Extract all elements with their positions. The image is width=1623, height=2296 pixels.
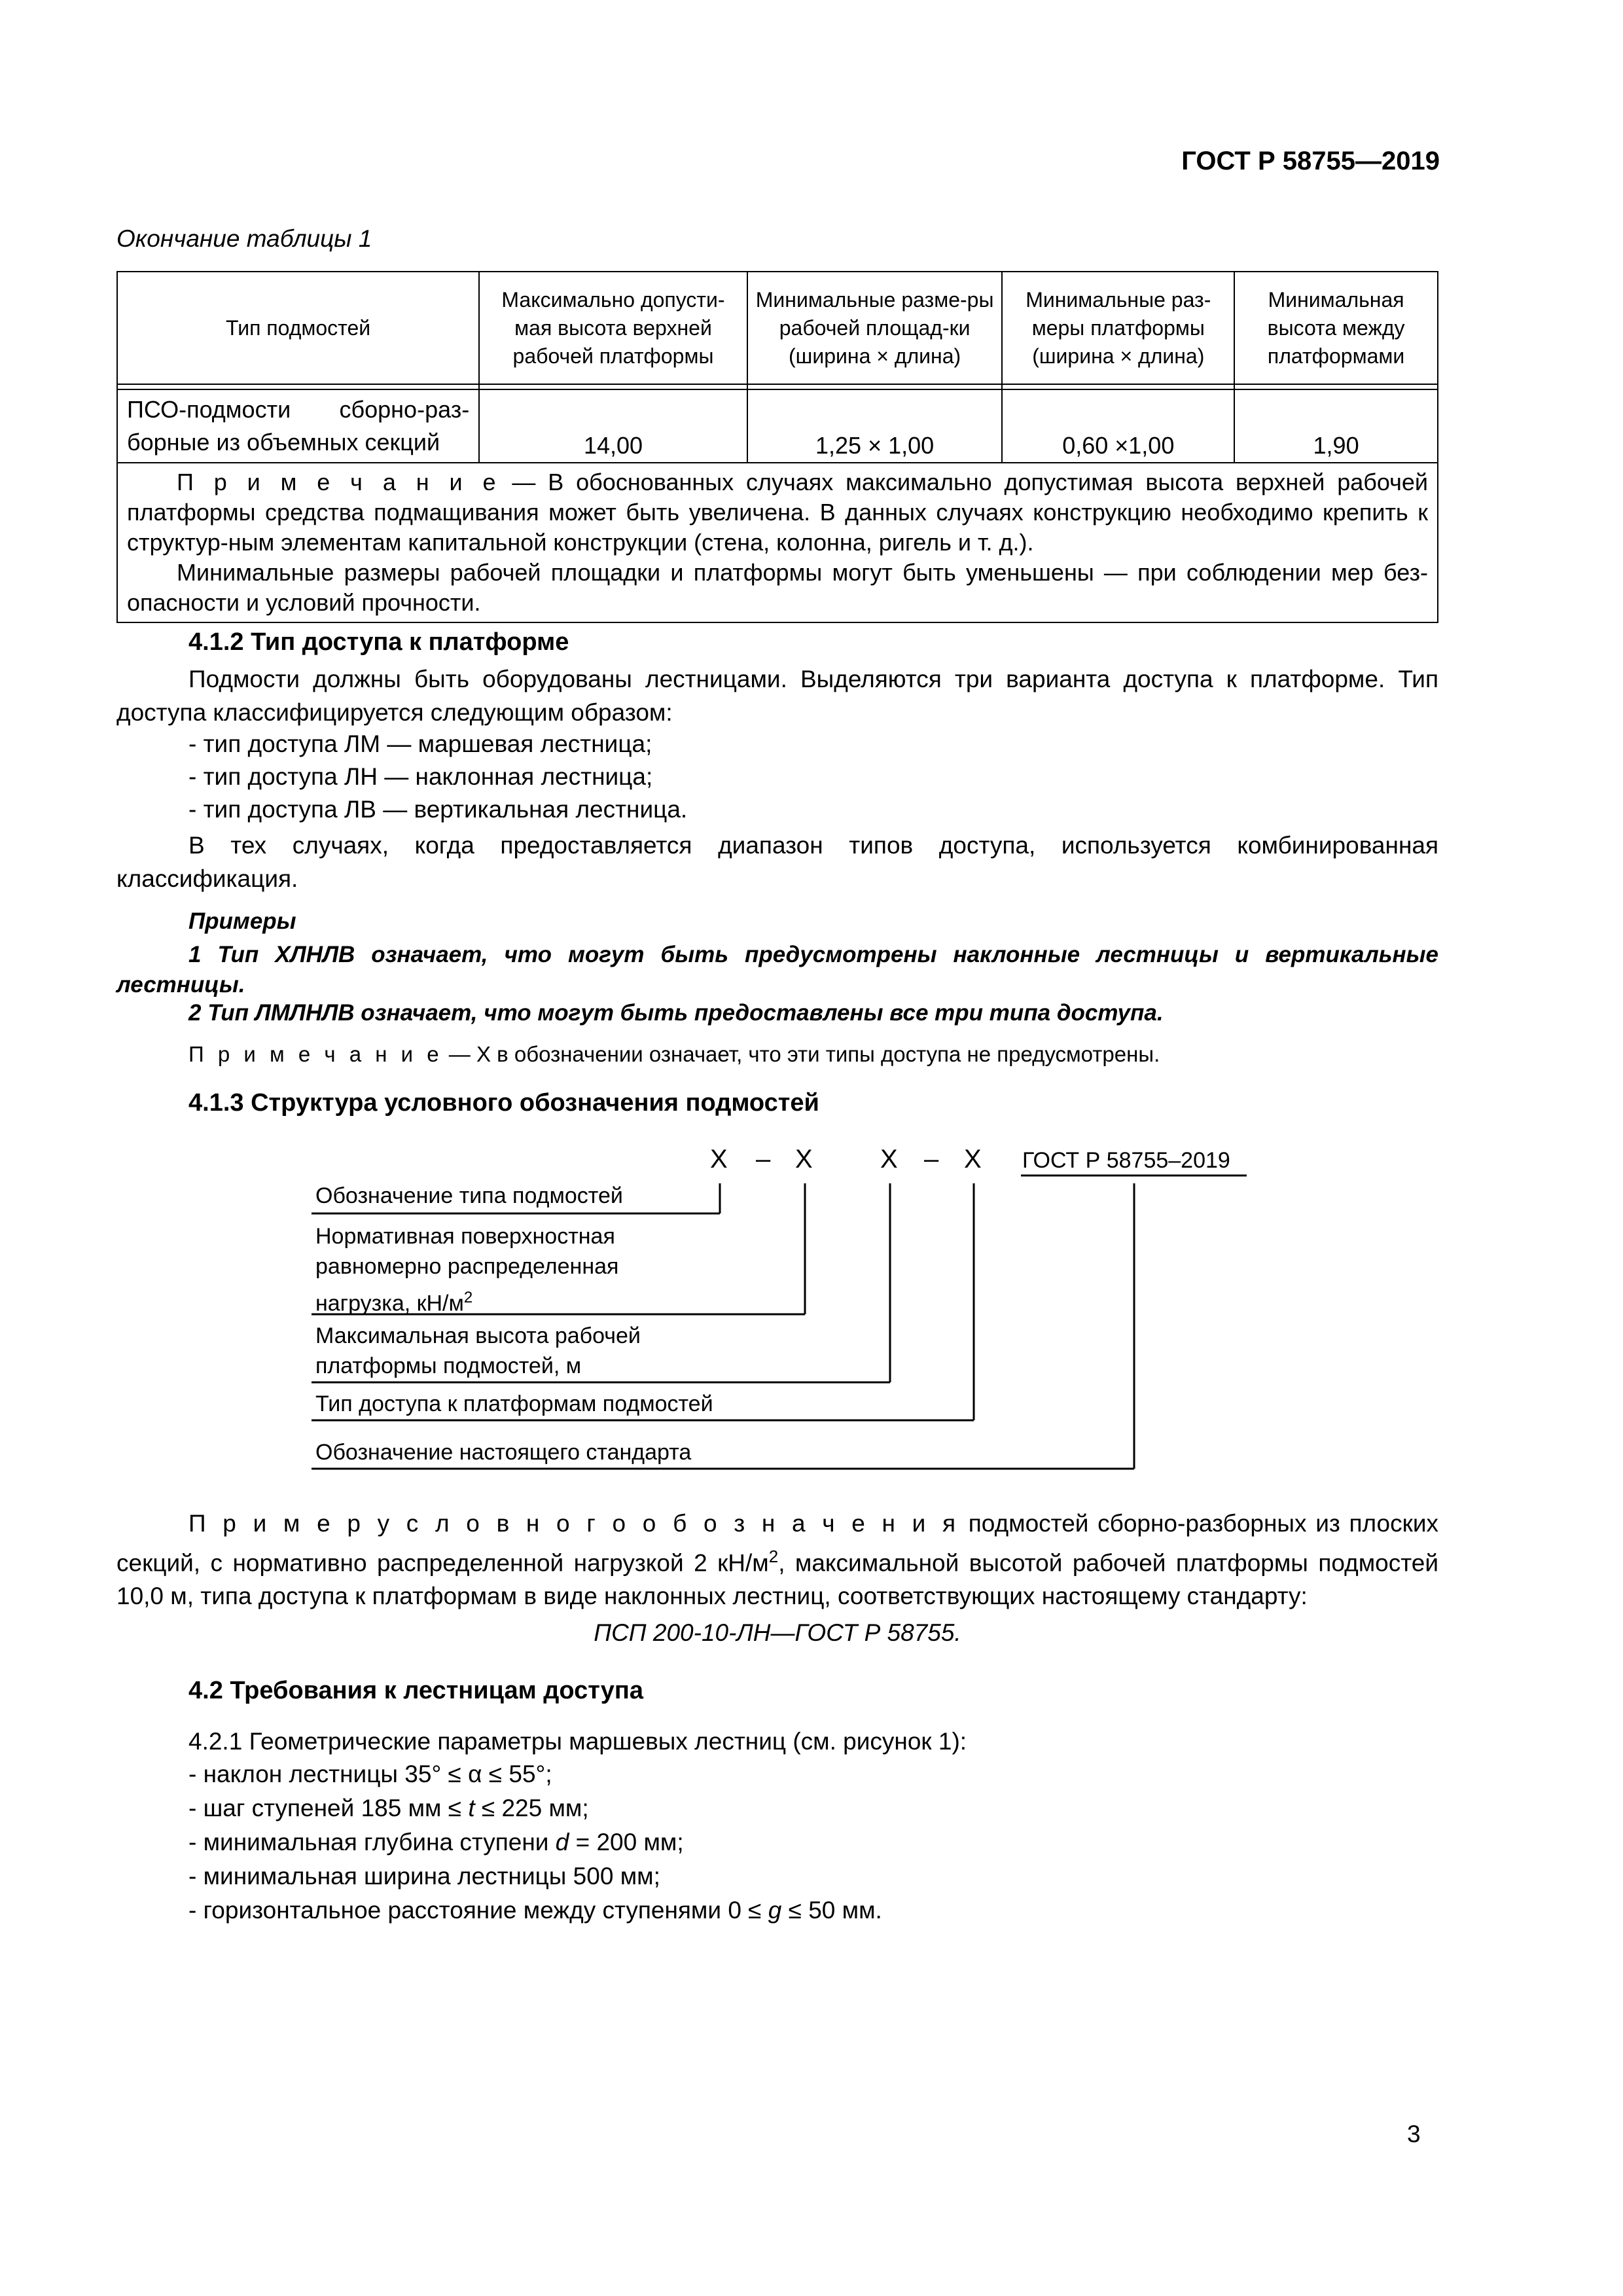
schema-dash1: –: [756, 1145, 771, 1174]
table-header-cell: Минимальные разме-ры рабочей площад-ки (ширина × длина): [747, 272, 1003, 384]
table-cell: 0,60 ×1,00: [1002, 389, 1234, 463]
table-row: [117, 389, 1438, 463]
table-header-cell: Минимальные раз-меры платформы (ширина × длина): [1002, 272, 1234, 384]
schema-label-load: равномерно распределенная: [315, 1254, 619, 1279]
table-cell: 14,00: [479, 389, 747, 463]
schema-label-height: Максимальная высота рабочей: [315, 1323, 641, 1348]
schema-label-load: нагрузка, $кН/м^2$: [315, 1289, 473, 1316]
note-text: — Х в обозначении означает, что эти типы доступа не предусмотрены.: [442, 1042, 1160, 1066]
schema-label-type: Обозначение типа подмостей: [315, 1183, 623, 1208]
schema-x3: X: [880, 1145, 898, 1174]
schema-label-access: Тип доступа к платформам подмостей: [315, 1391, 713, 1416]
table-header-cell: Тип подмостей: [117, 272, 479, 384]
schema-label-standard: Обозначение настоящего стандарта: [315, 1440, 692, 1465]
note-text: — В обоснованных случаях максимально допустимая высота верхней рабочей платформы средства подмащивания может быть увеличена. В данных случаях конструкцию необходимо крепить к структур-ным элементам капитальной конструкции (стена, колонна, ригель и т. д.).: [127, 469, 1428, 556]
designation-example: ПСП 200-10-ЛН—ГОСТ Р 58755.: [594, 1619, 961, 1646]
list-item: - тип доступа ЛМ — маршевая лестница;: [188, 730, 652, 757]
section-heading-4-2: 4.2 Требования к лестницам доступа: [188, 1677, 643, 1704]
schema-dash2: –: [924, 1145, 939, 1174]
schema-x2: X: [795, 1145, 813, 1174]
schema-label-height: платформы подмостей, м: [315, 1354, 582, 1378]
example-label: П р и м е р у с л о в н о г о о б о з н а ч е н и я: [188, 1510, 960, 1537]
paragraph: 4.2.1 Геометрические параметры маршевых лестниц (см. рисунок 1):: [188, 1728, 967, 1755]
table-caption: Окончание таблицы 1: [116, 225, 372, 252]
section-heading-4-1-3: 4.1.3 Структура условного обозначения подмостей: [188, 1089, 819, 1117]
examples-title: Примеры: [188, 908, 296, 934]
list-item: - минимальная ширина лестницы 500 мм;: [188, 1863, 660, 1890]
note-label: П р и м е ч а н и е: [188, 1042, 443, 1066]
list-item: - наклон лестницы 35° ≤ α ≤ 55°;: [188, 1761, 552, 1787]
example-paragraph: П р и м е р у с л о в н о г о о б о з н а ч е н и я подмостей сборно-разборных из плоских секций, с нормативно распределенной нагрузкой 2 $кН/м^2$, максимальной высотой рабочей платформы подмостей 10,0 м, типа доступа к платформам в виде наклонных лестниц, соответствующих настоящему стандарту:: [116, 1510, 1438, 1610]
schema-label-load: Нормативная поверхностная: [315, 1224, 615, 1249]
note-label: П р и м е ч а н и е: [177, 469, 500, 495]
table-cell: 1,25 × 1,00: [747, 389, 1003, 463]
paragraph: В тех случаях, когда предоставляется диапазон типов доступа, используется комбинированная классификация.: [116, 832, 1438, 892]
schema-standard: ГОСТ Р 58755–2019: [1022, 1148, 1230, 1173]
note: [188, 1042, 1160, 1067]
note-text: Минимальные размеры рабочей площадки и платформы могут быть уменьшены — при соблюдении мер без-опасности и условий прочности.: [127, 559, 1428, 616]
table-1: [116, 271, 1438, 623]
section-heading-4-1-2: 4.1.2 Тип доступа к платформе: [188, 628, 569, 656]
list-item: - тип доступа ЛВ — вертикальная лестница.: [188, 796, 688, 823]
list-item: - минимальная глубина ступени d = 200 мм;: [188, 1829, 684, 1856]
table-header-cell: Максимально допусти-мая высота верхней рабочей платформы: [479, 272, 747, 384]
list-item: - шаг ступеней 185 мм ≤ t ≤ 225 мм;: [188, 1795, 589, 1821]
paragraph: Подмости должны быть оборудованы лестницами. Выделяются три варианта доступа к платформе. Тип доступа классифицируется следующим образом:: [116, 666, 1438, 726]
schema-x1: X: [710, 1145, 728, 1174]
table-note: [117, 463, 1438, 622]
page-number: 3: [1407, 2121, 1421, 2147]
table-cell: ПСО-подмости сборно-раз-борные из объемных секций: [117, 389, 479, 463]
list-item: - горизонтальное расстояние между ступенями 0 ≤ g ≤ 50 мм.: [188, 1897, 882, 1924]
example-1: 1 Тип ХЛНЛВ означает, что могут быть предусмотрены наклонные лестницы и вертикальные лестницы.: [116, 942, 1438, 997]
document-header: ГОСТ Р 58755—2019: [1181, 147, 1440, 175]
table-header-cell: Минимальная высота между платформами: [1234, 272, 1438, 384]
table-cell: 1,90: [1234, 389, 1438, 463]
example-2: 2 Тип ЛМЛНЛВ означает, что могут быть предоставлены все три типа доступа.: [188, 1000, 1164, 1026]
schema-x4: X: [964, 1145, 982, 1174]
list-item: - тип доступа ЛН — наклонная лестница;: [188, 763, 653, 790]
